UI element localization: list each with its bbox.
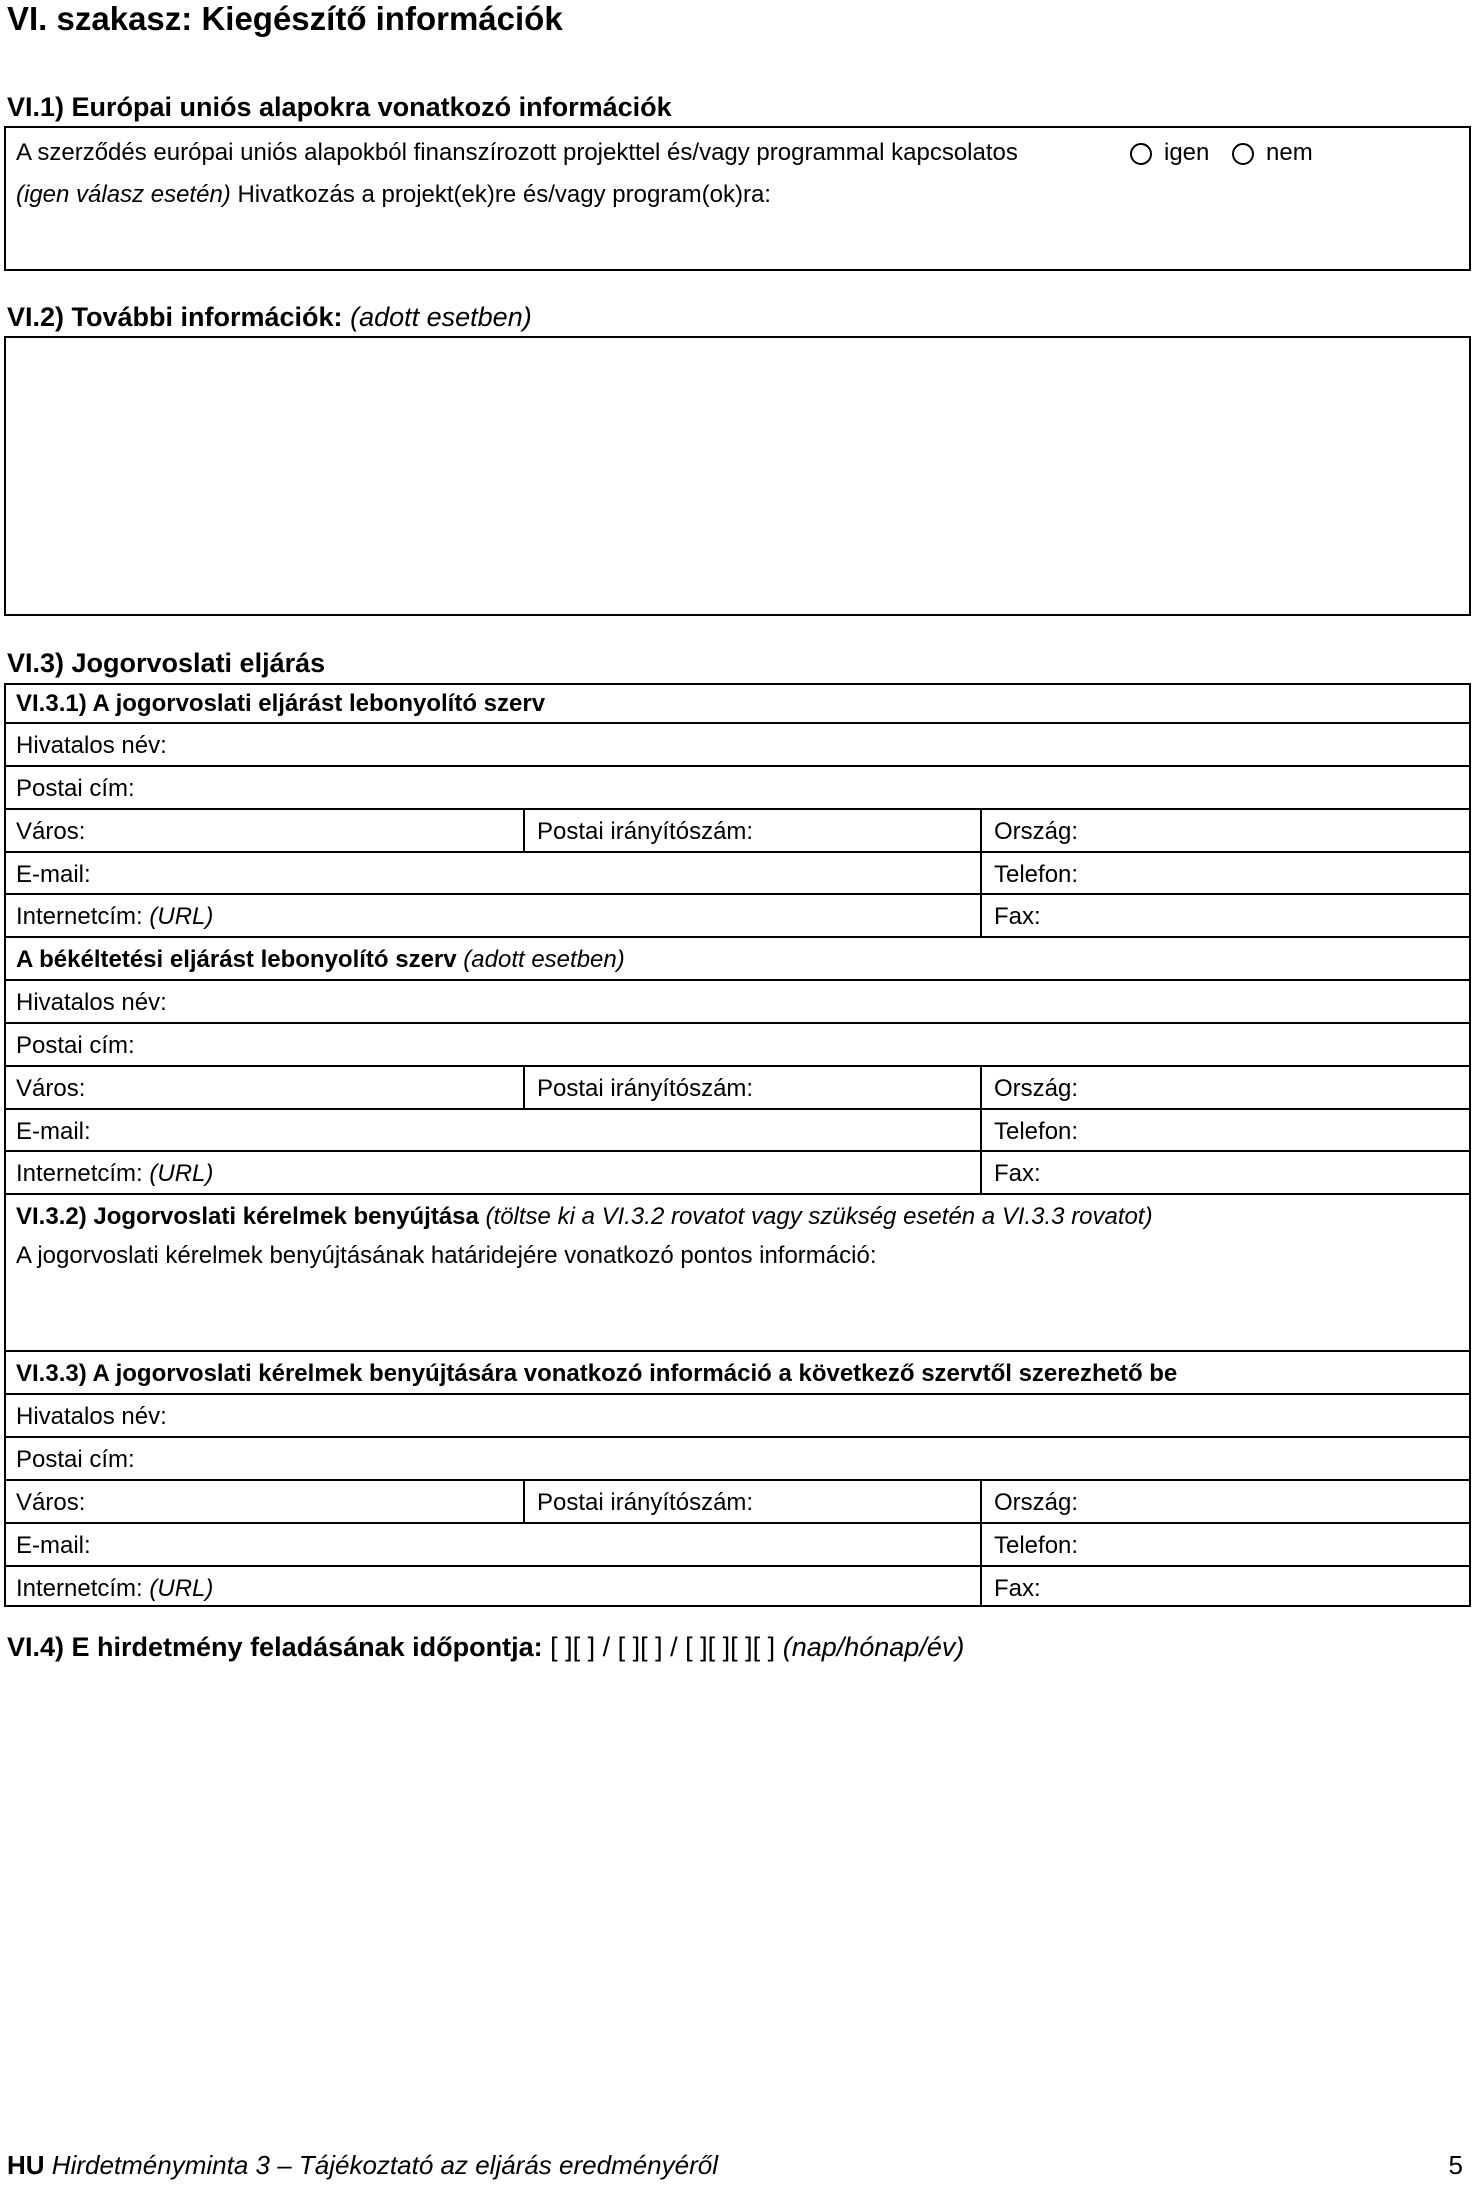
page-number: 5	[1448, 2150, 1463, 2180]
field-internet	[16, 1160, 213, 1188]
vi2-heading-italic: (adott esetben)	[350, 302, 532, 332]
vi32-heading-text: VI.3.2) Jogorvoslati kérelmek benyújtása	[16, 1203, 479, 1230]
field-fax: Fax:	[994, 1160, 1041, 1187]
conciliation-heading	[16, 946, 625, 974]
vi31-heading: VI.3.1) A jogorvoslati eljárást lebonyolító szerv	[16, 690, 546, 717]
row-divider	[4, 765, 1471, 767]
col-divider	[523, 808, 525, 851]
col-divider	[523, 1065, 525, 1108]
row-divider	[4, 808, 1471, 810]
vi1-reference	[16, 181, 771, 209]
row-divider	[4, 1522, 1471, 1524]
field-internet-url: (URL)	[149, 1160, 214, 1187]
conciliation-heading-italic: (adott esetben)	[463, 946, 625, 973]
field-fax: Fax:	[994, 903, 1041, 930]
field-fax: Fax:	[994, 1575, 1041, 1602]
row-divider	[4, 936, 1471, 938]
vi1-reference-italic: (igen válasz esetén)	[16, 181, 231, 208]
field-postal-address: Postai cím:	[16, 1032, 135, 1059]
field-phone: Telefon:	[994, 1532, 1079, 1559]
field-email: E-mail:	[16, 1118, 91, 1145]
col-divider	[523, 1479, 525, 1522]
field-town: Város:	[16, 1489, 86, 1516]
row-divider	[4, 1150, 1471, 1152]
field-internet-url: (URL)	[149, 1575, 214, 1602]
vi1-heading: VI.1) Európai uniós alapokra vonatkozó információk	[7, 92, 672, 122]
field-country: Ország:	[994, 1489, 1079, 1516]
field-country: Ország:	[994, 818, 1079, 845]
section-title: VI. szakasz: Kiegészítő információk	[7, 0, 563, 37]
field-internet	[16, 903, 213, 931]
vi32-heading-italic: (töltse ki a VI.3.2 rovatot vagy szükség esetén a VI.3.3 rovatot)	[485, 1203, 1153, 1230]
field-town: Város:	[16, 1075, 86, 1102]
field-internet-url: (URL)	[149, 903, 214, 930]
row-divider	[4, 851, 1471, 853]
field-internet-label: Internetcím:	[16, 1160, 143, 1187]
field-postal-code: Postai irányítószám:	[537, 1489, 754, 1516]
conciliation-heading-text: A békéltetési eljárást lebonyolító szerv	[16, 946, 457, 973]
vi4-heading-text: VI.4) E hirdetmény feladásának időpontja:	[7, 1632, 543, 1662]
footer-left	[7, 2150, 718, 2181]
vi4-date-brackets: [ ][ ] / [ ][ ] / [ ][ ][ ][ ]	[550, 1632, 776, 1662]
field-official-name: Hivatalos név:	[16, 732, 167, 759]
row-divider	[4, 1108, 1471, 1110]
vi2-text-box[interactable]	[4, 336, 1471, 616]
vi1-question: A szerződés európai uniós alapokból finanszírozott projekttel és/vagy programmal kapcsolatos	[16, 139, 1018, 166]
radio-no[interactable]	[1232, 143, 1254, 165]
field-postal-address: Postai cím:	[16, 1446, 135, 1473]
field-email: E-mail:	[16, 1532, 91, 1559]
field-internet-label: Internetcím:	[16, 1575, 143, 1602]
row-divider	[4, 1193, 1471, 1195]
field-phone: Telefon:	[994, 1118, 1079, 1145]
row-divider	[4, 1022, 1471, 1024]
row-divider	[4, 1436, 1471, 1438]
radio-yes[interactable]	[1130, 143, 1152, 165]
vi4-heading	[7, 1632, 964, 1663]
row-divider	[4, 1065, 1471, 1067]
field-official-name: Hivatalos név:	[16, 989, 167, 1016]
field-country: Ország:	[994, 1075, 1079, 1102]
row-divider	[4, 979, 1471, 981]
field-phone: Telefon:	[994, 861, 1079, 888]
field-postal-address: Postai cím:	[16, 775, 135, 802]
row-divider	[4, 1350, 1471, 1352]
footer-text: Hirdetményminta 3 – Tájékoztató az eljárás eredményéről	[51, 2150, 718, 2180]
col-divider	[980, 808, 982, 936]
vi1-reference-text: Hivatkozás a projekt(ek)re és/vagy program(ok)ra:	[237, 181, 771, 208]
radio-no-label: nem	[1266, 139, 1313, 166]
vi2-heading-text: VI.2) További információk:	[7, 302, 343, 332]
field-email: E-mail:	[16, 861, 91, 888]
row-divider	[4, 722, 1471, 724]
footer-lang: HU	[7, 2150, 45, 2180]
radio-yes-label: igen	[1164, 139, 1210, 166]
vi32-heading	[16, 1203, 1153, 1231]
field-town: Város:	[16, 818, 86, 845]
row-divider	[4, 1393, 1471, 1395]
col-divider	[980, 1065, 982, 1193]
field-postal-code: Postai irányítószám:	[537, 818, 754, 845]
field-postal-code: Postai irányítószám:	[537, 1075, 754, 1102]
row-divider	[4, 1479, 1471, 1481]
field-internet	[16, 1575, 213, 1603]
vi32-text: A jogorvoslati kérelmek benyújtásának határidejére vonatkozó pontos információ:	[16, 1242, 877, 1269]
vi3-heading: VI.3) Jogorvoslati eljárás	[7, 648, 326, 678]
row-divider	[4, 1565, 1471, 1567]
field-internet-label: Internetcím:	[16, 903, 143, 930]
field-official-name: Hivatalos név:	[16, 1403, 167, 1430]
vi2-heading	[7, 302, 532, 333]
vi4-date-format: (nap/hónap/év)	[782, 1632, 965, 1662]
vi33-heading: VI.3.3) A jogorvoslati kérelmek benyújtására vonatkozó információ a következő szervtől szerezhető be	[16, 1360, 1178, 1387]
row-divider	[4, 893, 1471, 895]
col-divider	[980, 1479, 982, 1607]
